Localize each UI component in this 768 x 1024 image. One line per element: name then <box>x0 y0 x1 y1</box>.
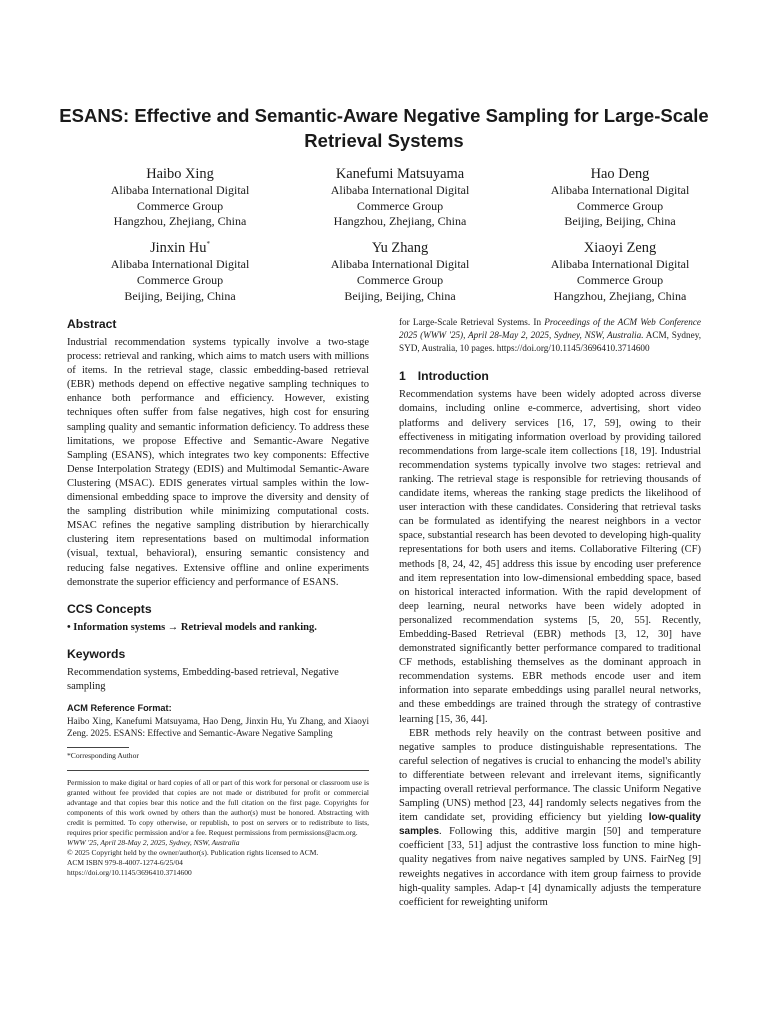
author-affiliation: Commerce Group <box>576 272 664 287</box>
abstract-heading: Abstract <box>67 317 117 331</box>
author-affiliation: Alibaba International Digital <box>330 183 470 197</box>
author-card <box>70 165 290 230</box>
permission-text: Permission to make digital or hard copies of all or part of this work for personal or classroom use is granted without fee provided that copies are not made or distributed for profit or commercial advantage and that copies bear this notice and the full citation on the first page. Copyrights for components of this work owned by others than the author(s) must be honored. Abstracting with credit is permitted. To copy otherwise, or republish, to post on servers or to redistribute to lists, requires prior specific permission and/or a fee. Request permissions from permissions@acm.org. <box>67 778 369 837</box>
left-column <box>67 316 369 878</box>
author-block <box>70 165 730 313</box>
reference-text: Haibo Xing, Kanefumi Matsuyama, Hao Deng, Jinxin Hu, Yu Zhang, and Xiaoyi Zeng. 2025. ESANS: Effective and Semantic-Aware Negative Sampling <box>67 715 369 739</box>
author-affiliation: Alibaba International Digital <box>550 257 690 272</box>
author-affiliation: Commerce Group <box>576 198 664 213</box>
reference-heading: ACM Reference Format: <box>67 702 172 713</box>
author-name: Hao Deng <box>590 166 650 182</box>
isbn-line: ACM ISBN 979-8-4007-1274-6/25/04 <box>67 857 183 867</box>
corresponding-author-footnote: *Corresponding Author <box>67 751 139 761</box>
author-card <box>510 165 730 230</box>
author-name: Yu Zhang <box>371 240 429 257</box>
author-affiliation: Alibaba International Digital <box>110 183 250 197</box>
right-column <box>399 316 701 910</box>
author-affiliation: Alibaba International Digital <box>550 183 690 197</box>
ccs-text: • Information systems → Retrieval models and ranking. <box>67 621 317 633</box>
keywords-heading: Keywords <box>67 646 126 661</box>
author-affiliation: Commerce Group <box>356 272 444 287</box>
permission-rule <box>67 770 369 771</box>
author-affiliation: Commerce Group <box>136 272 224 287</box>
author-location: Beijing, Beijing, China <box>344 288 456 303</box>
author-card <box>70 239 290 304</box>
author-name: Jinxin Hu* <box>150 240 210 257</box>
paper-title: ESANS: Effective and Semantic-Aware Negative Sampling for Large-Scale Retrieval Systems <box>59 105 709 151</box>
author-location: Hangzhou, Zhejiang, China <box>553 288 687 303</box>
author-location: Beijing, Beijing, China <box>124 288 236 303</box>
author-affiliation: Commerce Group <box>136 198 224 213</box>
abstract-text: Industrial recommendation systems typically involve a two-stage process: retrieval and ranking, which aims to match users with millions of items. In the retrieval stage, classic embedding-based retrieval (EBR) methods depend on effective negative sampling techniques to enhance both performance and efficiency. However, existing techniques often suffer from false negatives, high cost for ensuring sampling quality and semantic information deficiency. To address these limitations, we propose Effective and Semantic-Aware Negative Sampling (ESANS), which integrates two key components: Effective Dense Interpolation Strategy (EDIS) and Multimodal Semantic-Aware Clustering (MSAC). EDIS generates virtual samples within the low-dimensional embedding space to improve the diversity and density of the sampling distribution while minimizing computational costs. MSAC refines the negative sampling distribution by hierarchically clustering item representations based on multimodal information (visual, textual, behavioral), ensuring semantic consistency and reducing false negatives. Extensive offline and online experiments demonstrate the superior efficiency and performance of ESANS. <box>67 337 369 588</box>
author-location: Hangzhou, Zhejiang, China <box>113 214 247 229</box>
author-card <box>290 239 510 304</box>
introduction-heading: 1 Introduction <box>399 369 489 384</box>
copyright-line: © 2025 Copyright held by the owner/author(s). Publication rights licensed to ACM. <box>67 847 319 857</box>
conference-line: WWW '25, April 28-May 2, 2025, Sydney, NSW, Australia <box>67 837 240 847</box>
author-location: Hangzhou, Zhejiang, China <box>333 214 467 229</box>
intro-paragraph-1: Recommendation systems have been widely adopted across diverse domains, including online e-commerce, advertising, short video platforms and delivery services [16, 17, 59], owing to their effectiveness in mitigating information overload by providing tailored recommendations from large-scale item collections [18, 19]. Industrial recommendation systems typically involve two stages: retrieval and ranking. The retrieval stage is responsible for retrieving thousands of candidate items, whereas the ranking stage predicts the likelihood of user interaction with these candidates. Considering that retrieval tasks can be formulated as identifying the nearest neighbors in a vector space, substantial research has been devoted to developing high-quality representations for both users and items. Collaborative Filtering (CF) methods [8, 24, 42, 45] address this issue by encoding user preference and item representation into low-dimensional embedding space, based on historical interacted information. With the rapid development of deep learning, neural networks have been widely adopted in personalized recommendation systems [5, 20, 55]. Recently, Embedding-Based Retrieval (EBR) methods [3, 12, 30] have demonstrated significantly better performance compared to traditional CF methods, establishing themselves as the dominant approach in recommendation systems. EBR methods encode user and item information into separate embeddings using parallel neural networks, and these embeddings are trained through the strategy of contrastive learning [15, 36, 44]. <box>399 389 701 725</box>
author-card <box>290 165 510 230</box>
keywords-text: Recommendation systems, Embedding-based retrieval, Negative sampling <box>67 666 339 692</box>
author-card <box>510 239 730 304</box>
footnote-rule <box>67 747 129 748</box>
author-name: Haibo Xing <box>146 166 214 182</box>
author-affiliation: Alibaba International Digital <box>110 257 250 272</box>
author-name: Kanefumi Matsuyama <box>335 166 465 182</box>
doi-link[interactable]: https://doi.org/10.1145/3696410.3714600 <box>67 867 192 877</box>
reference-continued: for Large-Scale Retrieval Systems. In Proceedings of the ACM Web Conference 2025 (WWW '25), April 28-May 2, 2025, Sydney, NSW, Australia. ACM, Sydney, SYD, Australia, 10 pages. https://doi.org/10.1145/3696410.3714600 <box>399 317 701 353</box>
author-affiliation: Commerce Group <box>356 198 444 213</box>
author-row-1 <box>70 165 730 230</box>
intro-paragraph-2: EBR methods rely heavily on the contrast between positive and negative samples to produce distinguishable representations. The careful selection of negatives is crucial to enhancing the model's ability to differentiate between relevant and irrelevant items, significantly impacting overall retrieval performance. The classic Uniform Negative Sampling (UNS) method [23, 44] randomly selects negatives from the item candidate set, providing efficiency but yielding low-quality samples. Following this, additive margin [50] and temperature coefficient [33, 51] adjust the contrastive loss function to mine high-quality negatives from naive negatives sampled by UNS. FairNeg [9] reweights negatives in accordance with item group fairness to provide high-quality samples. Adap-τ [4] dynamically adjusts the temperature coefficient for reweighting uniform <box>399 727 701 908</box>
author-affiliation: Alibaba International Digital <box>330 257 470 272</box>
author-row-2 <box>70 239 730 304</box>
author-location: Beijing, Beijing, China <box>564 214 676 229</box>
author-name: Xiaoyi Zeng <box>583 240 657 257</box>
ccs-heading: CCS Concepts <box>67 601 152 616</box>
